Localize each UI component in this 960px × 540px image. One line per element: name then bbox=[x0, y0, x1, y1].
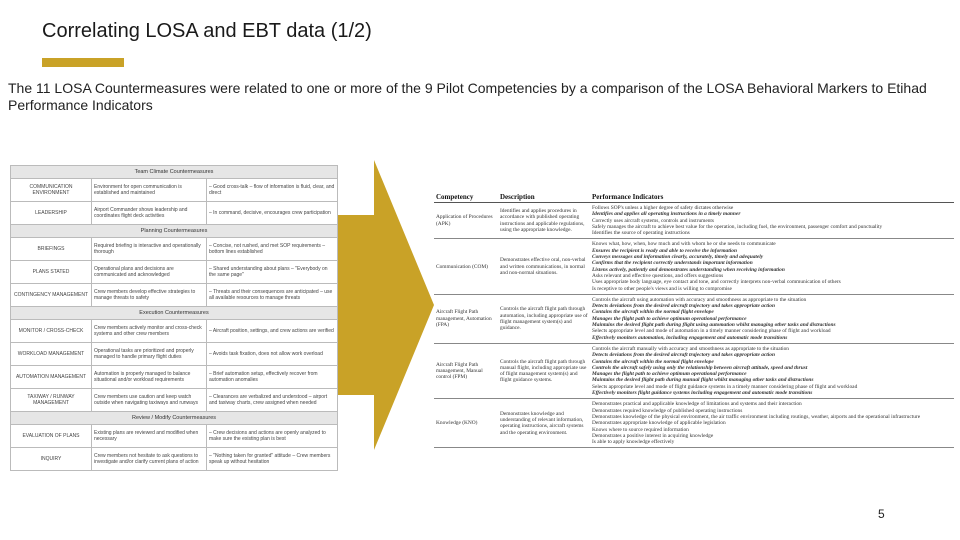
countermeasure-definition: Crew members actively monitor and cross-check systems and other crew members bbox=[92, 320, 207, 343]
section-header-row bbox=[11, 412, 338, 425]
losa-countermeasures-table bbox=[10, 165, 338, 471]
section-header: Planning Countermeasures bbox=[11, 225, 338, 238]
slide-title: Correlating LOSA and EBT data (1/2) bbox=[42, 20, 372, 42]
competency-name: Communication (COM) bbox=[434, 239, 498, 294]
countermeasure-name: BRIEFINGS bbox=[11, 238, 92, 261]
indicator-item: Demonstrates appropriate knowledge of applicable legislation bbox=[592, 420, 726, 427]
countermeasure-definition: Existing plans are reviewed and modified when necessary bbox=[92, 425, 207, 448]
table-row bbox=[11, 448, 338, 471]
section-header: Team Climate Countermeasures bbox=[11, 166, 338, 179]
indicator-item: Manages the flight path to achieve optimum operational performance bbox=[592, 315, 747, 322]
title-accent-bar bbox=[42, 58, 124, 67]
performance-indicators bbox=[590, 343, 954, 398]
table-row bbox=[11, 320, 338, 343]
table-row bbox=[11, 389, 338, 412]
indicator-item: Manages the flight path to achieve optimum operational performance bbox=[592, 371, 747, 378]
countermeasure-example: – In command, decisive, encourages crew participation bbox=[207, 202, 338, 225]
performance-indicators bbox=[590, 203, 954, 239]
indicator-item: Knows where to source required information bbox=[592, 426, 689, 433]
indicator-item: Effectively monitors automation, including engagement and automatic mode transitions bbox=[592, 334, 788, 341]
countermeasure-example: – Clearances are verbalized and understood – airport and taxiway charts, crew assigned when needed bbox=[207, 389, 338, 412]
indicator-item: Contains the aircraft within the normal flight envelope bbox=[592, 358, 714, 365]
countermeasure-name: MONITOR / CROSS-CHECK bbox=[11, 320, 92, 343]
countermeasure-example: – Good cross-talk – flow of information is fluid, clear, and direct bbox=[207, 179, 338, 202]
header-performance-indicators: Performance Indicators bbox=[590, 192, 954, 203]
countermeasure-definition: Operational plans and decisions are communicated and acknowledged bbox=[92, 261, 207, 284]
competency-name: Aircraft Flight Path management, Manual control (FPM) bbox=[434, 343, 498, 398]
performance-indicators bbox=[590, 399, 954, 448]
indicator-item: Demonstrates a positive interest in acquiring knowledge bbox=[592, 432, 714, 439]
indicator-item: Selects appropriate level and mode of flight guidance systems in a timely manner considering phase of flight and workload bbox=[592, 383, 858, 390]
indicator-item: Demonstrates required knowledge of published operating instructions bbox=[592, 407, 743, 414]
header-description: Description bbox=[498, 192, 590, 203]
intro-text: The 11 LOSA Countermeasures were related to one or more of the 9 Pilot Competencies by a comparison of the LOSA Behavioral Markers to Etihad Performance Indicators bbox=[8, 80, 927, 113]
countermeasure-definition: Crew members use caution and keep watch outside when navigating taxiways and runways bbox=[92, 389, 207, 412]
indicator-item: Is receptive to other people's views and is willing to compromise bbox=[592, 285, 732, 292]
right-arrow-icon bbox=[338, 160, 434, 450]
table-row bbox=[11, 366, 338, 389]
competency-table bbox=[434, 192, 954, 448]
section-header-row bbox=[11, 307, 338, 320]
table-row bbox=[11, 202, 338, 225]
competency-name: Aircraft Flight Path management, Automation (FPA) bbox=[434, 294, 498, 343]
indicator-item: Demonstrates practical and applicable knowledge of limitations and systems and their interaction bbox=[592, 401, 802, 408]
countermeasure-example: – Crew decisions and actions are openly analyzed to make sure the existing plan is best bbox=[207, 425, 338, 448]
countermeasure-name: PLANS STATED bbox=[11, 261, 92, 284]
indicator-item: Conveys messages and information clearly, accurately, timely and adequately bbox=[592, 254, 764, 261]
countermeasure-example: – Aircraft position, settings, and crew actions are verified bbox=[207, 320, 338, 343]
competency-name: Application of Procedures (APK) bbox=[434, 203, 498, 239]
indicator-item: Listens actively, patiently and demonstrates understanding when receiving information bbox=[592, 266, 785, 273]
indicator-item: Maintains the desired flight path during manual flight whilst managing other tasks and distractions bbox=[592, 377, 814, 384]
indicator-item: Follows SOP's unless a higher degree of safety dictates otherwise bbox=[592, 205, 734, 211]
competency-description: Controls the aircraft flight path through manual flight, including appropriate use of flight management system(s) and flight guidance systems. bbox=[498, 343, 590, 398]
performance-indicators bbox=[590, 294, 954, 343]
section-header-row bbox=[11, 166, 338, 179]
countermeasure-definition: Environment for open communication is established and maintained bbox=[92, 179, 207, 202]
section-header: Execution Countermeasures bbox=[11, 307, 338, 320]
indicator-item: Demonstrates knowledge of the physical environment, the air traffic environment including routings, weather, airports and the operational infrastructure bbox=[592, 413, 921, 420]
countermeasure-name: INQUIRY bbox=[11, 448, 92, 471]
table-row bbox=[434, 343, 954, 398]
indicator-item: Safely manages the aircraft to achieve best value for the operation, including fuel, the environment, passenger comfort and punctuality bbox=[592, 223, 883, 230]
competency-description: Identifies and applies procedures in accordance with published operating instructions and applicable regulations, using the appropriate knowledge. bbox=[498, 203, 590, 239]
countermeasure-definition: Airport Commander shows leadership and coordinates flight deck activities bbox=[92, 202, 207, 225]
table-row bbox=[11, 343, 338, 366]
arrow-shape bbox=[338, 160, 434, 450]
indicator-item: Controls the aircraft manually with accuracy and smoothness as appropriate to the situation bbox=[592, 345, 790, 352]
indicator-item: Identifies the source of operating instructions bbox=[592, 230, 690, 237]
countermeasure-name: CONTINGENCY MANAGEMENT bbox=[11, 284, 92, 307]
indicator-item: Controls the aircraft safely using only the relationship between aircraft attitude, speed and thrust bbox=[592, 364, 808, 371]
indicator-item: Ensures the recipient is ready and able to receive the information bbox=[592, 247, 737, 254]
countermeasure-example: – Avoids task fixation, does not allow work overload bbox=[207, 343, 338, 366]
section-header: Review / Modify Countermeasures bbox=[11, 412, 338, 425]
indicator-item: Detects deviations from the desired aircraft trajectory and takes appropriate action bbox=[592, 303, 775, 310]
table-row bbox=[434, 399, 954, 448]
page-number: 5 bbox=[878, 507, 885, 521]
countermeasure-name: LEADERSHIP bbox=[11, 202, 92, 225]
indicator-item: Controls the aircraft using automation with accuracy and smoothness as appropriate to the situation bbox=[592, 296, 807, 303]
table-row bbox=[434, 294, 954, 343]
countermeasure-example: – Brief automation setup, effectively recover from automation anomalies bbox=[207, 366, 338, 389]
table-row bbox=[11, 425, 338, 448]
countermeasure-name: TAXIWAY / RUNWAY MANAGEMENT bbox=[11, 389, 92, 412]
indicator-item: Correctly uses aircraft systems, controls and instruments bbox=[592, 217, 715, 224]
countermeasure-definition: Crew members not hesitate to ask questions to investigate and/or clarify current plans of action bbox=[92, 448, 207, 471]
indicator-item: Confirms that the recipient correctly understands important information bbox=[592, 260, 753, 267]
header-competency: Competency bbox=[434, 192, 498, 203]
competency-description: Demonstrates effective oral, non-verbal and written communications, in normal and non-normal situations. bbox=[498, 239, 590, 294]
countermeasure-example: – Threats and their consequences are anticipated – use all available resources to manage threats bbox=[207, 284, 338, 307]
countermeasure-name: WORKLOAD MANAGEMENT bbox=[11, 343, 92, 366]
table-row bbox=[11, 179, 338, 202]
indicator-item: Knows what, how, when, how much and with whom he or she needs to communicate bbox=[592, 241, 776, 248]
indicator-item: Is able to apply knowledge effectively bbox=[592, 439, 675, 446]
performance-indicators bbox=[590, 239, 954, 294]
indicator-item: Maintains the desired flight path during flight using automation whilst managing other tasks and distractions bbox=[592, 322, 836, 329]
indicator-item: Asks relevant and effective questions, and offers suggestions bbox=[592, 272, 724, 279]
table-row bbox=[434, 239, 954, 294]
countermeasure-example: – "Nothing taken for granted" attitude – Crew members speak up without hesitation bbox=[207, 448, 338, 471]
competency-description: Demonstrates knowledge and understanding of relevant information, operating instructions, aircraft systems and the operating environment. bbox=[498, 399, 590, 448]
countermeasure-definition: Operational tasks are prioritized and properly managed to handle primary flight duties bbox=[92, 343, 207, 366]
countermeasure-definition: Required briefing is interactive and operationally thorough bbox=[92, 238, 207, 261]
countermeasure-name: COMMUNICATION ENVIRONMENT bbox=[11, 179, 92, 202]
table-row bbox=[11, 261, 338, 284]
competency-description: Controls the aircraft flight path through automation, including appropriate use of flight management system(s) and guidance. bbox=[498, 294, 590, 343]
indicator-item: Selects appropriate level and mode of automation in a timely manner considering phase of flight and workload bbox=[592, 328, 831, 335]
indicator-item: Uses appropriate body language, eye contact and tone, and correctly interprets non-verbal communication of others bbox=[592, 279, 841, 286]
table-row bbox=[434, 203, 954, 239]
section-header-row bbox=[11, 225, 338, 238]
countermeasure-definition: Crew members develop effective strategies to manage threats to safety bbox=[92, 284, 207, 307]
countermeasure-example: – Concise, not rushed, and met SOP requirements – bottom lines established bbox=[207, 238, 338, 261]
table-row bbox=[11, 238, 338, 261]
indicator-item: Effectively monitors flight guidance systems including engagement and automatic mode transitions bbox=[592, 390, 813, 397]
indicator-item: Detects deviations from the desired aircraft trajectory and takes appropriate action bbox=[592, 352, 775, 359]
countermeasure-name: AUTOMATION MANAGEMENT bbox=[11, 366, 92, 389]
countermeasure-definition: Automation is properly managed to balance situational and/or workload requirements bbox=[92, 366, 207, 389]
countermeasure-example: – Shared understanding about plans – "Everybody on the same page" bbox=[207, 261, 338, 284]
competency-name: Knowledge (KNO) bbox=[434, 399, 498, 448]
table-row bbox=[11, 284, 338, 307]
indicator-item: Identifies and applies all operating instructions in a timely manner bbox=[592, 211, 741, 218]
countermeasure-name: EVALUATION OF PLANS bbox=[11, 425, 92, 448]
indicator-item: Contains the aircraft within the normal flight envelope bbox=[592, 309, 714, 316]
